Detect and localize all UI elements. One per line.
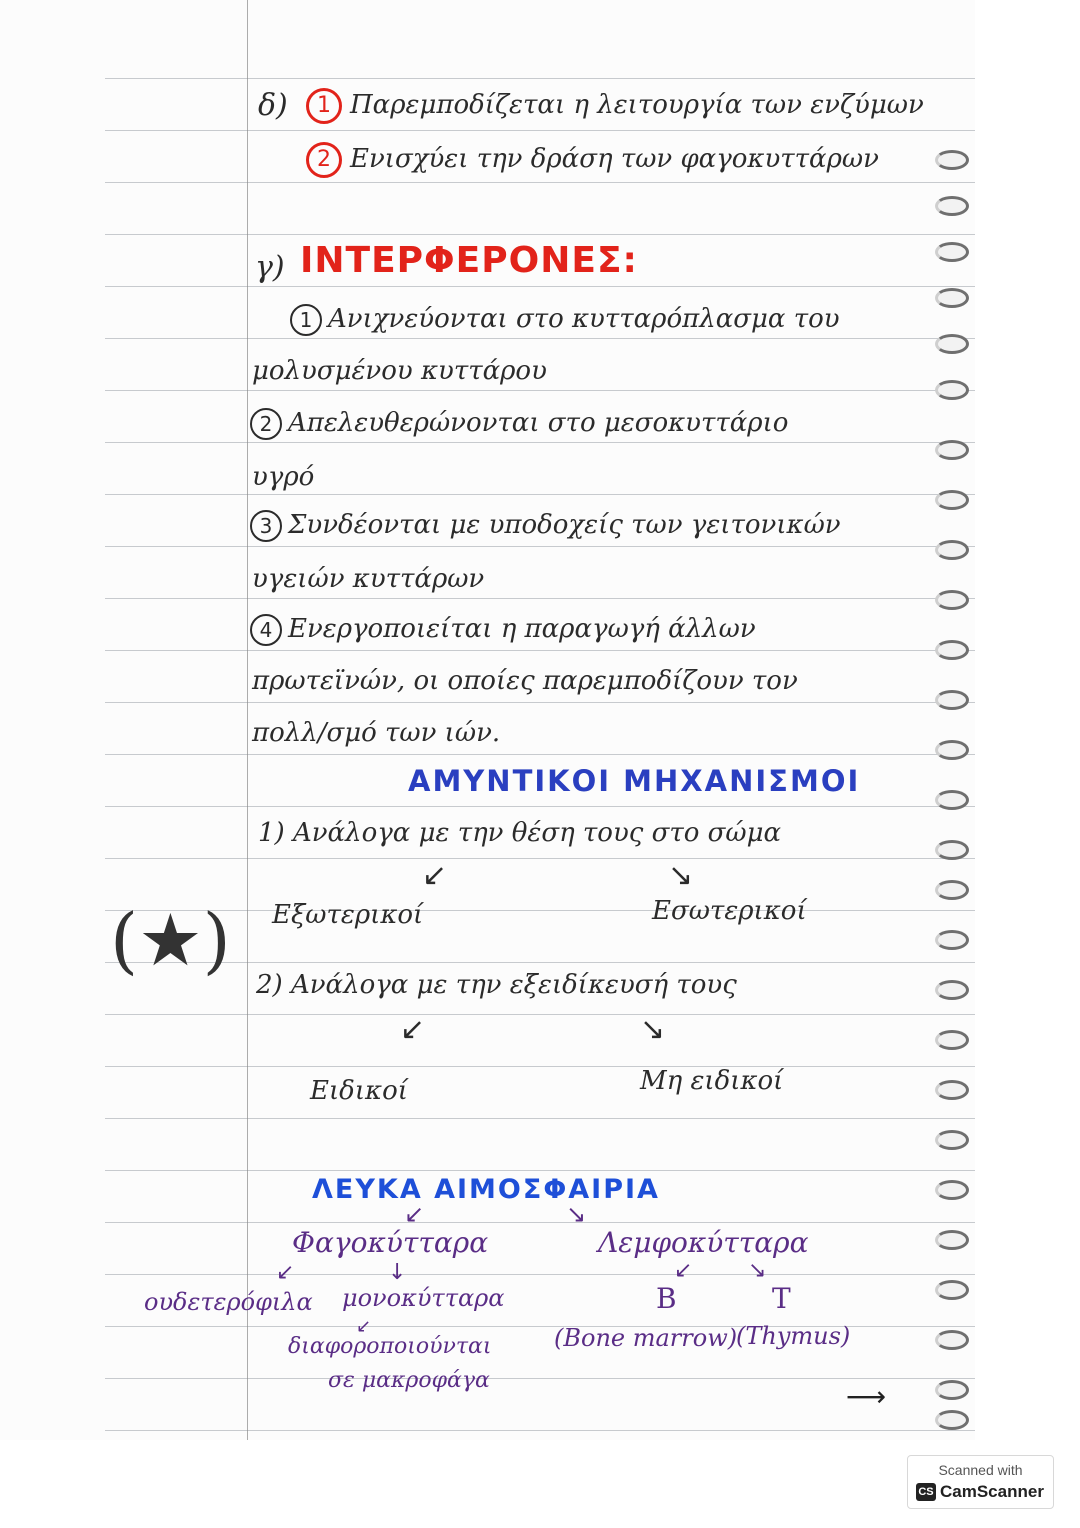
defense-q1-right: Εσωτερικοί [652, 896, 807, 926]
differentiate-line2: σε μακροφάγα [328, 1368, 490, 1393]
arrow-down-left-icon: ↙ [400, 1012, 426, 1047]
ruled-line [105, 494, 975, 495]
spiral-coil [935, 930, 969, 950]
spiral-coil [935, 440, 969, 460]
ruled-line [105, 702, 975, 703]
t-cell-label: T [772, 1282, 791, 1315]
defense-title: ΑΜΥΝΤΙΚΟΙ ΜΗΧΑΝΙΣΜΟΙ [408, 764, 861, 798]
lymphocytes-label: Λεμφοκύτταρα [598, 1226, 809, 1259]
arrow-down-right-icon: ↘ [668, 858, 694, 893]
ruled-line [105, 598, 975, 599]
b-cell-label: B [656, 1282, 677, 1315]
section-d-label: δ) [258, 88, 288, 123]
ruled-line [105, 1430, 975, 1431]
spiral-coil [935, 288, 969, 308]
ruled-line [105, 390, 975, 391]
interferon-item-4-line3: πολλ/σμό των ιών. [252, 718, 501, 748]
interferon-item-3-line1: Συνδέονται με υποδοχείς των γειτονικών [288, 510, 841, 540]
ruled-line [105, 1066, 975, 1067]
spiral-coil [935, 380, 969, 400]
section-d-item-2-text: Ενισχύει την δράση των φαγοκυττάρων [350, 144, 879, 174]
spiral-coil [935, 1380, 969, 1400]
spiral-coil [935, 1030, 969, 1050]
arrow-down-left-icon: ↙ [356, 1316, 372, 1337]
spiral-coil [935, 242, 969, 262]
defense-q1-text: Ανάλογα με την θέση τους στο σώμα [292, 818, 782, 848]
defense-q1-num: 1) [258, 818, 285, 848]
defense-q2-text: Ανάλογα με την εξειδίκευσή τους [290, 970, 737, 1000]
bone-marrow-note: (Bone marrow) [554, 1324, 738, 1352]
ruled-line [105, 130, 975, 131]
section-d-item-1 [306, 88, 946, 124]
ruled-line [105, 806, 975, 807]
ruled-line [105, 182, 975, 183]
spiral-coil [935, 1410, 969, 1430]
number-badge: 1 [290, 304, 322, 336]
arrow-down-right-icon: ↘ [748, 1258, 767, 1283]
spiral-coil [935, 334, 969, 354]
spiral-coil [935, 880, 969, 900]
defense-q2-num: 2) [256, 970, 283, 1000]
defense-q2 [256, 970, 737, 1000]
arrow-down-left-icon: ↙ [422, 858, 448, 893]
ruled-line [105, 650, 975, 651]
ruled-line [105, 78, 975, 79]
defense-q1 [258, 818, 781, 848]
neutrophils-label: ουδετερόφιλα [144, 1288, 313, 1316]
interferon-item-1 [290, 304, 840, 336]
interferon-item-4-line2: πρωτεϊνών, οι οποίες παρεμποδίζουν τον [252, 666, 798, 696]
camscanner-watermark [907, 1455, 1054, 1509]
spiral-coil [935, 840, 969, 860]
section-d-item-2 [306, 142, 879, 178]
ruled-line [105, 1014, 975, 1015]
section-g-title: ΙΝΤΕΡΦΕΡΟΝΕΣ: [300, 240, 638, 281]
arrow-right-icon: ⟶ [846, 1380, 887, 1413]
star-glyph: ★ [138, 898, 203, 982]
ruled-line [105, 1378, 975, 1379]
ruled-line [105, 234, 975, 235]
spiral-coil [935, 196, 969, 216]
number-badge: 2 [250, 408, 282, 440]
watermark-brand: CamScanner [940, 1482, 1044, 1501]
arrow-down-left-icon: ↙ [674, 1258, 693, 1283]
interferon-item-1-line1: Ανιχνεύονται στο κυτταρόπλασμα του [328, 304, 840, 334]
defense-q2-left: Ειδικοί [310, 1076, 408, 1106]
watermark-caption: Scanned with [938, 1462, 1023, 1478]
spiral-coil [935, 150, 969, 170]
ruled-line [105, 1118, 975, 1119]
wbc-title: ΛΕΥΚΑ ΑΙΜΟΣΦΑΙΡΙΑ [312, 1174, 660, 1205]
spiral-coil [935, 1330, 969, 1350]
arrow-down-right-icon: ↘ [566, 1200, 587, 1228]
arrow-down-left-icon: ↙ [276, 1260, 295, 1285]
interferon-item-4 [250, 614, 756, 646]
spiral-coil [935, 690, 969, 710]
monocytes-label: μονοκύτταρα [342, 1284, 505, 1312]
spiral-coil [935, 490, 969, 510]
section-g-label: γ) [255, 250, 285, 285]
defense-q1-left: Εξωτερικοί [272, 900, 424, 930]
ruled-line [105, 910, 975, 911]
thymus-note: (Thymus) [736, 1322, 851, 1350]
interferon-item-4-line1: Ενεργοποιείται η παραγωγή άλλων [288, 614, 756, 644]
ruled-line [105, 858, 975, 859]
differentiate-line1: διαφοροποιούνται [288, 1334, 492, 1359]
ruled-line [105, 286, 975, 287]
ruled-line [105, 338, 975, 339]
ruled-line [105, 442, 975, 443]
number-badge: 1 [306, 88, 342, 124]
interferon-item-3-line2: υγειών κυττάρων [252, 564, 485, 594]
defense-q2-right: Μη ειδικοί [640, 1066, 784, 1096]
spiral-coil [935, 790, 969, 810]
ruled-line [105, 1274, 975, 1275]
number-badge: 3 [250, 510, 282, 542]
spiral-coil [935, 640, 969, 660]
spiral-coil [935, 540, 969, 560]
margin-line [247, 0, 248, 1440]
section-d-item-1-text: Παρεμποδίζεται η λειτουργία των ενζύμων [350, 90, 924, 120]
spiral-coil [935, 1280, 969, 1300]
spiral-coil [935, 1180, 969, 1200]
arrow-down-left-icon: ↙ [404, 1200, 425, 1228]
number-badge: 4 [250, 614, 282, 646]
number-badge: 2 [306, 142, 342, 178]
ruled-line [105, 546, 975, 547]
ruled-line [105, 962, 975, 963]
ruled-line [105, 1170, 975, 1171]
interferon-item-2-line1: Απελευθερώνονται στο μεσοκυττάριο [288, 408, 789, 438]
arrow-down-icon: ↓ [388, 1260, 407, 1285]
interferon-item-2 [250, 408, 788, 440]
interferon-item-2-line2: υγρό [252, 462, 315, 492]
ruled-line [105, 1222, 975, 1223]
important-star-icon: (★) [110, 898, 231, 982]
arrow-down-right-icon: ↘ [640, 1012, 666, 1047]
ruled-line [105, 754, 975, 755]
spiral-coil [935, 1080, 969, 1100]
spiral-coil [935, 980, 969, 1000]
spiral-coil [935, 1230, 969, 1250]
spiral-coil [935, 1130, 969, 1150]
interferon-item-3 [250, 510, 841, 542]
phagocytes-label: Φαγοκύτταρα [292, 1226, 489, 1259]
spiral-coil [935, 740, 969, 760]
interferon-item-1-line2: μολυσμένου κυττάρου [252, 356, 547, 386]
camscanner-logo-icon: CS [916, 1483, 936, 1501]
spiral-coil [935, 590, 969, 610]
